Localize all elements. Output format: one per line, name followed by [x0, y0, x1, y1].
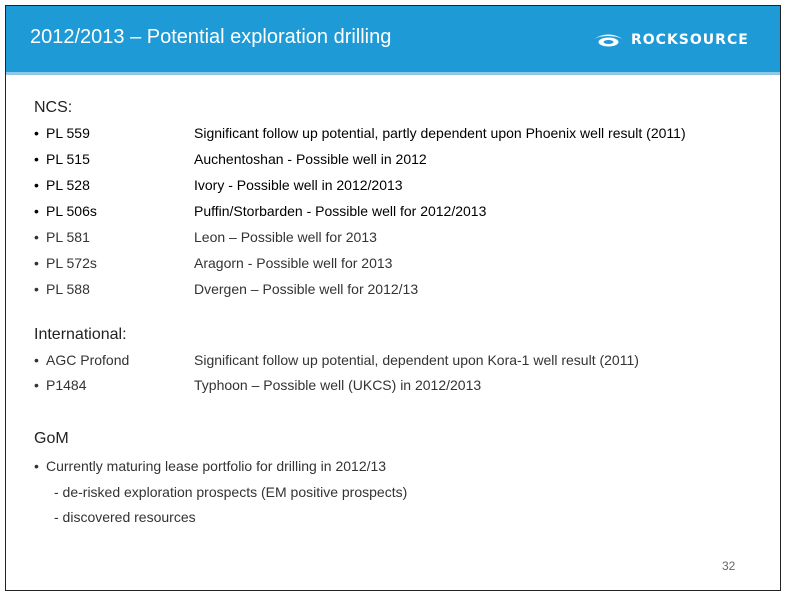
license-label: PL 588 [46, 281, 90, 297]
international-heading: International: [34, 326, 127, 343]
bullet: • [34, 281, 39, 297]
page-number: 32 [722, 559, 736, 573]
bullet: • [34, 458, 39, 474]
license-label: PL 572s [46, 255, 97, 271]
gom-sub-item: - de-risked exploration prospects (EM positive prospects) [54, 484, 408, 500]
slide-header [6, 6, 780, 72]
license-label: PL 515 [46, 151, 90, 167]
license-description: Dvergen – Possible well for 2012/13 [194, 281, 419, 297]
asset-label: P1484 [46, 377, 87, 393]
gom-main-text: Currently maturing lease portfolio for drilling in 2012/13 [46, 458, 387, 474]
license-description: Significant follow up potential, partly dependent upon Phoenix well result (2011) [194, 125, 686, 141]
bullet: • [34, 125, 39, 141]
license-description: Ivory - Possible well in 2012/2013 [194, 177, 403, 193]
header-divider [6, 72, 780, 75]
bullet: • [34, 377, 39, 393]
logo-text: ROCKSOURCE [631, 32, 749, 48]
slide [5, 5, 781, 591]
asset-description: Typhoon – Possible well (UKCS) in 2012/2013 [194, 377, 482, 393]
license-description: Leon – Possible well for 2013 [194, 229, 377, 245]
license-description: Aragorn - Possible well for 2013 [194, 255, 393, 271]
license-label: PL 581 [46, 229, 90, 245]
gom-sub-item: - discovered resources [54, 509, 196, 525]
bullet: • [34, 352, 39, 368]
rocksource-logo [592, 30, 749, 50]
bullet: • [34, 177, 39, 193]
gom-heading: GoM [34, 430, 69, 447]
license-label: PL 506s [46, 203, 97, 219]
bullet: • [34, 151, 39, 167]
bullet: • [34, 255, 39, 271]
license-description: Auchentoshan - Possible well in 2012 [194, 151, 427, 167]
bullet: • [34, 229, 39, 245]
license-description: Puffin/Storbarden - Possible well for 2012/2013 [194, 203, 487, 219]
asset-description: Significant follow up potential, dependent upon Kora-1 well result (2011) [194, 352, 639, 368]
ncs-heading: NCS: [34, 99, 73, 116]
asset-label: AGC Profond [46, 352, 130, 368]
slide-title: 2012/2013 – Potential exploration drilling [30, 26, 392, 48]
rocksource-logo-icon [592, 31, 625, 49]
license-label: PL 528 [46, 177, 90, 193]
license-label: PL 559 [46, 125, 90, 141]
bullet: • [34, 203, 39, 219]
